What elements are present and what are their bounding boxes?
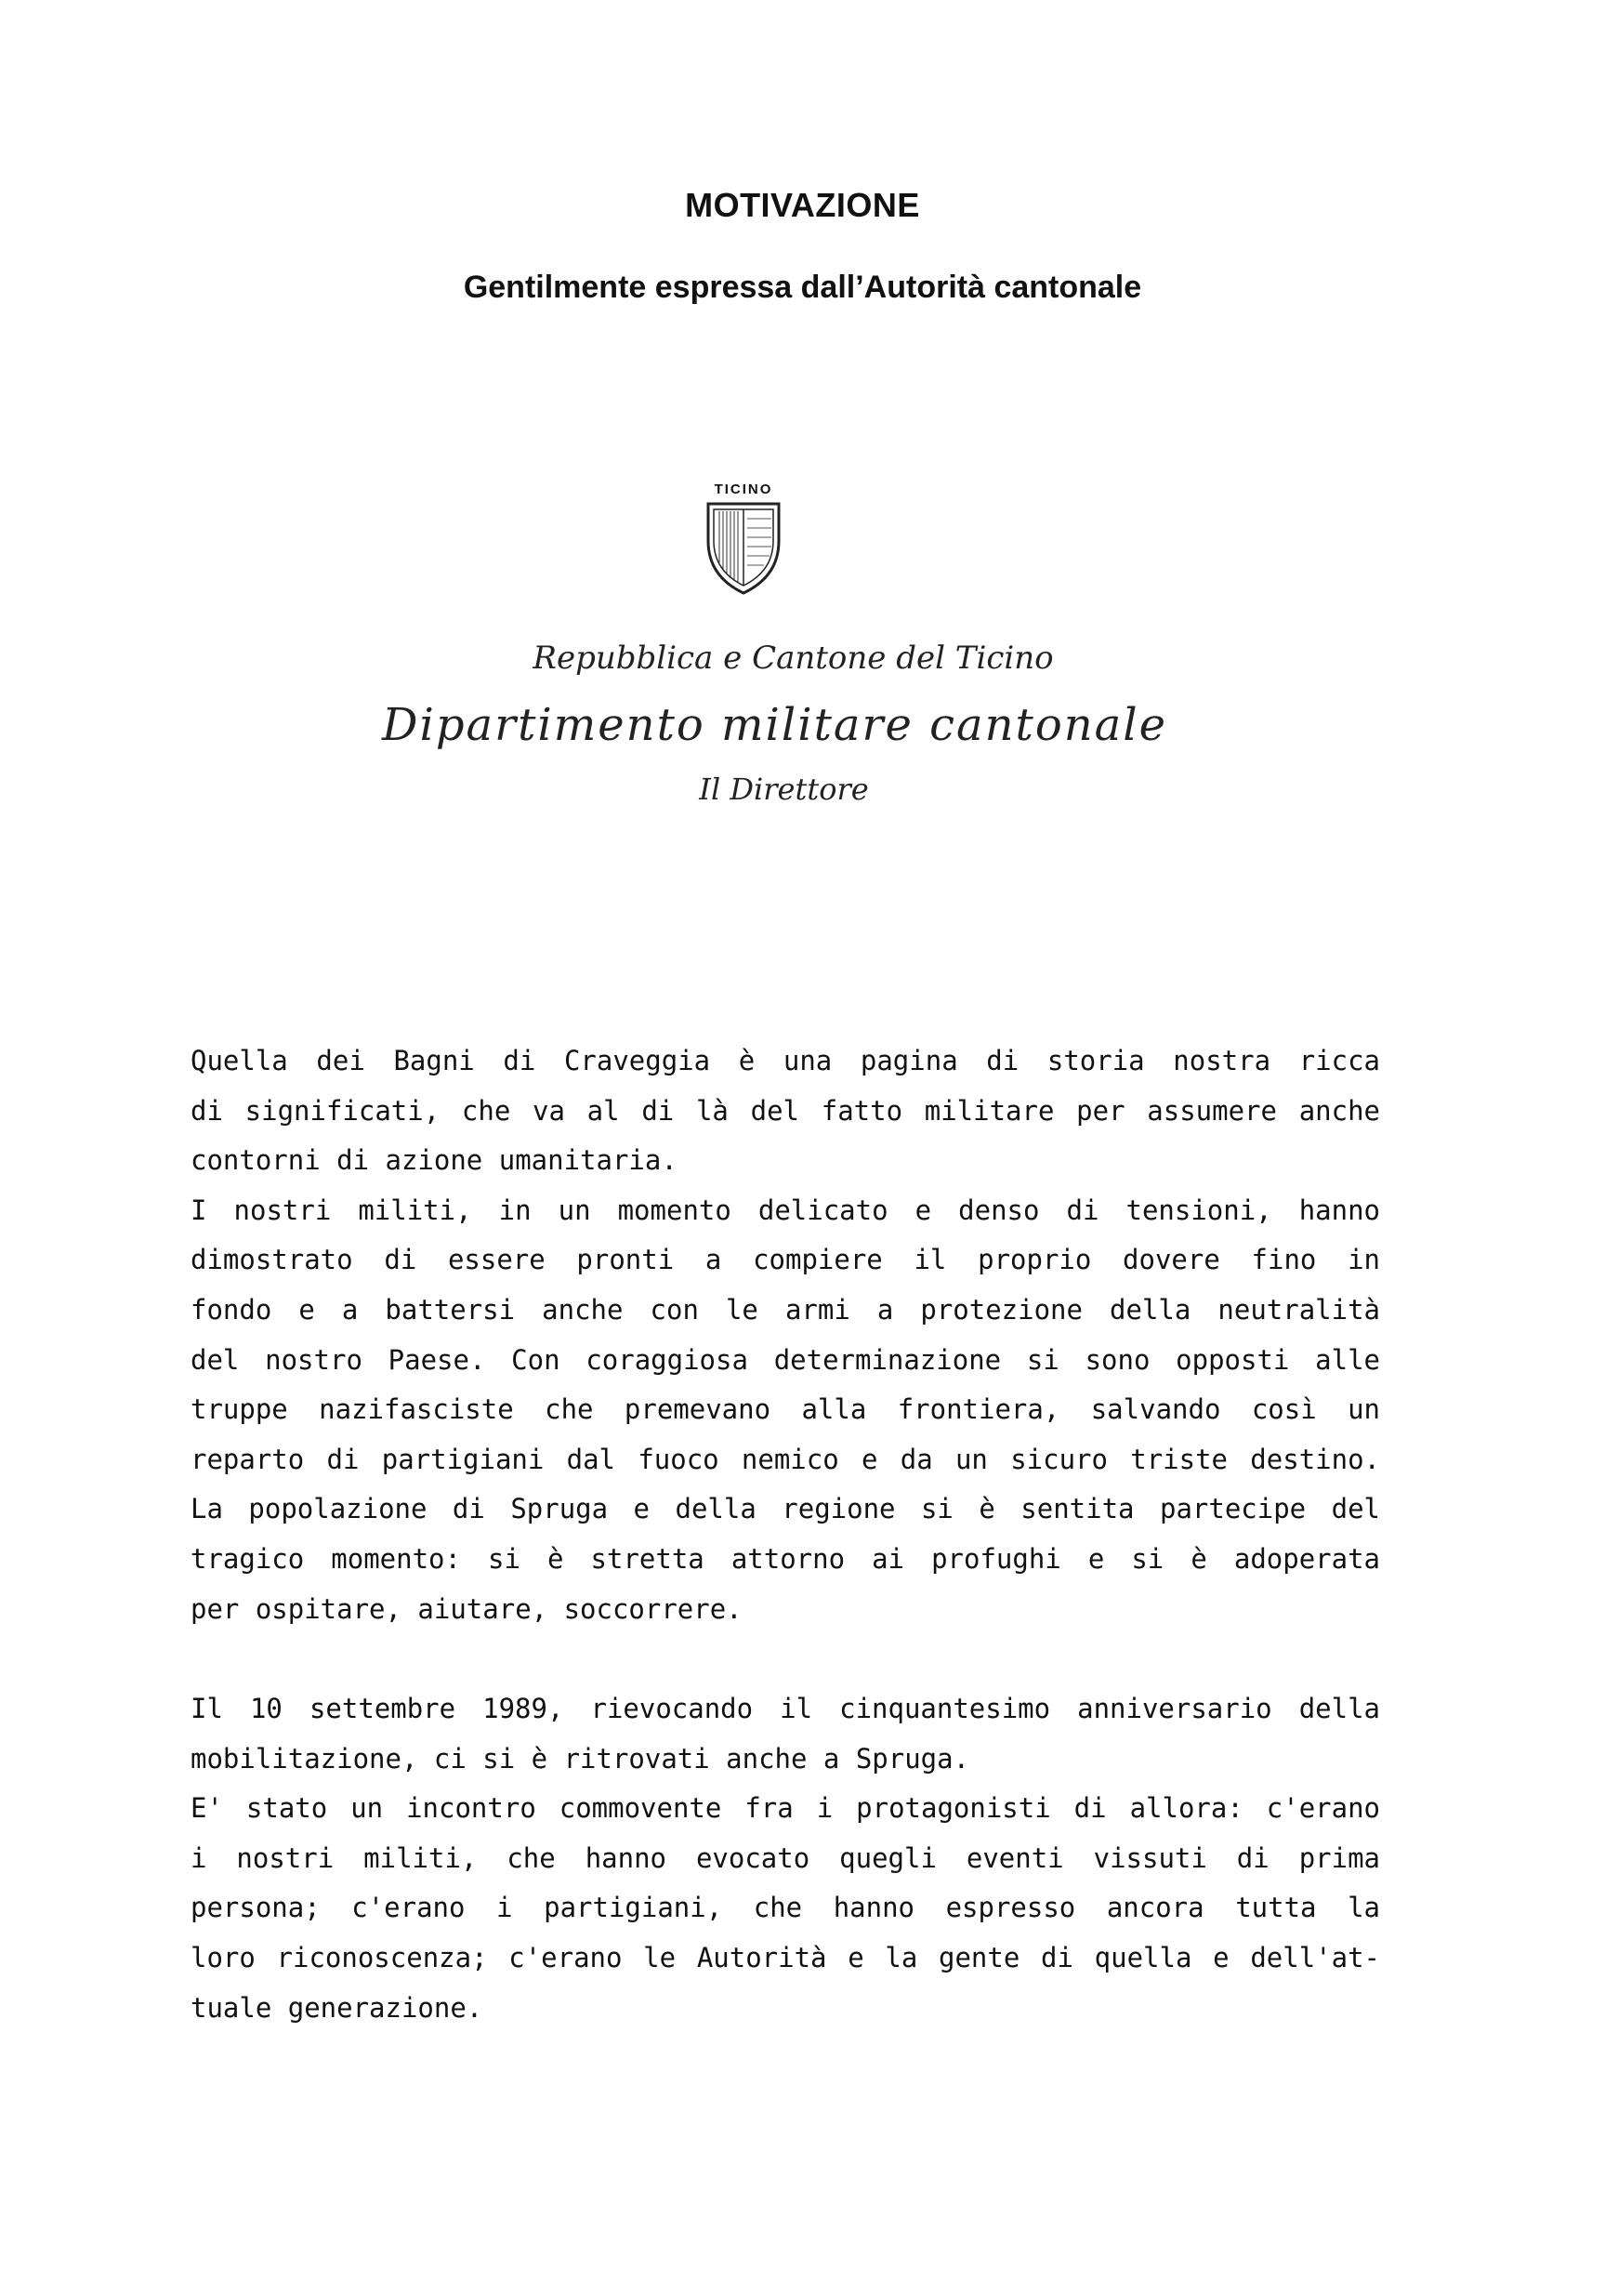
letterhead-department: Dipartimento militare cantonale	[381, 699, 1168, 751]
paragraph-history	[191, 1036, 1380, 1634]
text-line: tragico momento: si è stretta attorno ai profughi e si è adoperata	[191, 1542, 1380, 1575]
page-title: MOTIVAZIONE	[685, 186, 920, 224]
text-line: loro riconoscenza; c'erano le Autorità e la gente di quella e dell'at-	[191, 1941, 1380, 1973]
ticino-seal	[697, 482, 790, 600]
text-line: E' stato un incontro commovente fra i protagonisti di allora: c'erano	[191, 1792, 1380, 1825]
ticino-coat-of-arms-icon	[703, 500, 784, 597]
text-line: del nostro Paese. Con coraggiosa determinazione si sono opposti alle	[191, 1343, 1380, 1376]
text-line: Quella dei Bagni di Craveggia è una pagina di storia nostra ricca	[191, 1045, 1380, 1076]
seal-label: TICINO	[714, 482, 773, 497]
text-line: Il 10 settembre 1989, rievocando il cinquantesimo anniversario della	[191, 1693, 1380, 1724]
text-line: tuale generazione.	[191, 1991, 483, 2024]
text-line: mobilitazione, ci si è ritrovati anche a Spruga.	[191, 1742, 970, 1775]
text-line: reparto di partigiani dal fuoco nemico e da un sicuro triste destino.	[191, 1443, 1380, 1475]
text-line: truppe nazifasciste che premevano alla frontiera, salvando così un	[191, 1393, 1380, 1426]
letterhead-director: Il Direttore	[699, 772, 869, 807]
text-line: I nostri militi, in un momento delicato e denso di tensioni, hanno	[191, 1194, 1380, 1226]
letterhead-republic: Repubblica e Cantone del Ticino	[533, 640, 1054, 677]
page-subtitle: Gentilmente espressa dall’Autorità cantonale	[463, 270, 1142, 305]
text-line: per ospitare, aiutare, soccorrere.	[191, 1592, 743, 1625]
text-line: dimostrato di essere pronti a compiere il proprio dovere fino in	[191, 1244, 1380, 1276]
text-line: contorni di azione umanitaria.	[191, 1144, 678, 1177]
text-line: La popolazione di Spruga e della regione si è sentita partecipe del	[191, 1493, 1380, 1525]
text-line: persona; c'erano i partigiani, che hanno espresso ancora tutta la	[191, 1892, 1380, 1924]
paragraph-anniversary	[191, 1684, 1380, 2033]
text-line: i nostri militi, che hanno evocato quegli eventi vissuti di prima	[191, 1841, 1380, 1874]
text-line: di significati, che va al di là del fatto militare per assumere anche	[191, 1094, 1380, 1127]
text-line: fondo e a battersi anche con le armi a protezione della neutralità	[191, 1293, 1380, 1326]
